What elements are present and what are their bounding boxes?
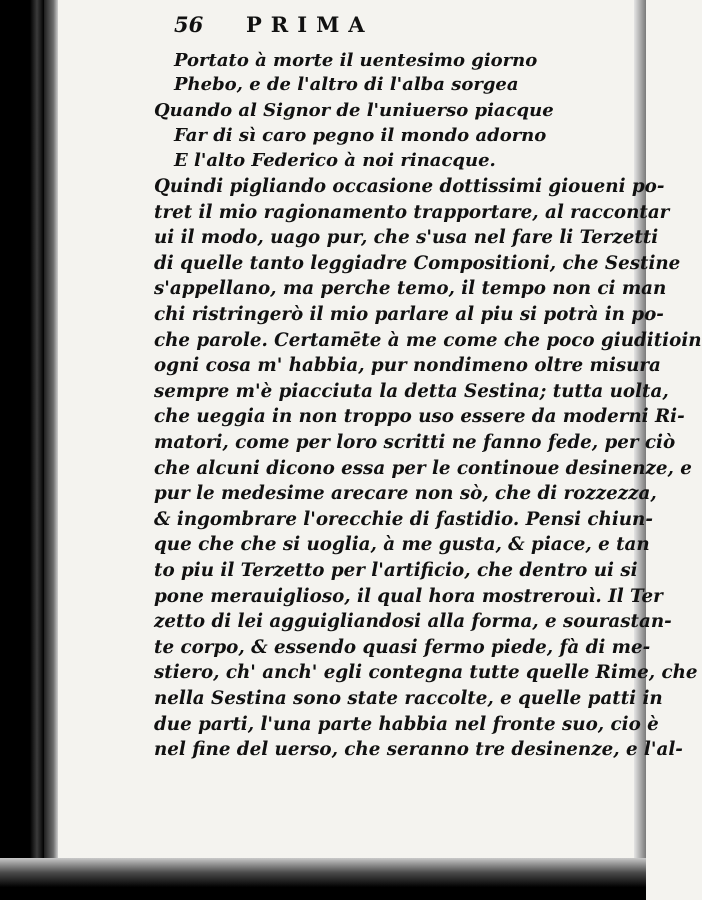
prose-line: ui il modo, uago pur, che s'usa nel fare li Terzetti bbox=[154, 227, 659, 249]
prose-line: s'appellano, ma perche temo, il tempo non ci man bbox=[154, 278, 667, 300]
prose-line: matori, come per loro scritti ne fanno fede, per ciò bbox=[154, 432, 676, 453]
prose-line: sempre m'è piacciuta la detta Sestina; tutta uolta, bbox=[154, 380, 669, 402]
book-gutter bbox=[0, 0, 58, 900]
prose-line: tret il mio ragionamento trapportare, al raccontar bbox=[154, 201, 670, 223]
prose-line: ogni cosa m' habbia, pur nondimeno oltre misura bbox=[154, 355, 661, 377]
prose-line: che ueggia in non troppo uso essere da moderni Ri- bbox=[154, 406, 685, 428]
book-page bbox=[58, 0, 702, 858]
prose-line: che parole. Certamēte à me come che poco giuditioin bbox=[154, 329, 702, 351]
prose-line: pone merauiglioso, il qual hora mostrerouì. Il Ter bbox=[154, 585, 663, 607]
verse-line: E l'alto Federico à noi rinacque. bbox=[174, 150, 496, 171]
prose-line: nel fine del uerso, che seranno tre desinenze, e l'al- bbox=[154, 739, 683, 761]
prose-line: di quelle tanto leggiadre Compositioni, che Sestine bbox=[154, 252, 681, 274]
prose-line: te corpo, & essendo quasi fermo piede, fà di me- bbox=[154, 636, 651, 658]
prose-line: due parti, l'una parte habbia nel fronte suo, cio è bbox=[154, 713, 659, 735]
gutter-shadow bbox=[30, 0, 44, 900]
prose-line: to piu il Terzetto per l'artificio, che dentro ui si bbox=[154, 560, 638, 581]
prose-line: che alcuni dicono essa per le continoue desinenze, e bbox=[154, 457, 692, 479]
page-number: 56 bbox=[174, 12, 204, 37]
page-header bbox=[174, 12, 554, 42]
verse-line: Phebo, e de l'altro di l'alba sorgea bbox=[174, 74, 519, 95]
verse-line: Quando al Signor de l'uniuerso piacque bbox=[154, 100, 554, 121]
verse-line: Far di sì caro pegno il mondo adorno bbox=[174, 125, 547, 146]
prose-line: nella Sestina sono state raccolte, e quelle patti in bbox=[154, 688, 663, 709]
running-head: PRIMA bbox=[246, 12, 374, 37]
prose-line: Quindi pigliando occasione dottissimi gioueni po- bbox=[154, 176, 665, 197]
verse-line: Portato à morte il uentesimo giorno bbox=[174, 50, 538, 71]
prose-line: que che che si uoglia, à me gusta, & piace, e tan bbox=[154, 534, 650, 556]
prose-line: chi ristringerò il mio parlare al piu si potrà in po- bbox=[154, 304, 664, 325]
page-bottom-shadow bbox=[0, 858, 646, 900]
prose-line: & ingombrare l'orecchie di fastidio. Pensi chiun- bbox=[154, 508, 653, 530]
prose-line: zetto di lei agguigliandosi alla forma, e sourastan- bbox=[154, 611, 672, 633]
prose-line: stiero, ch' anch' egli contegna tutte quelle Rime, che bbox=[154, 662, 698, 684]
prose-line: pur le medesime arecare non sò, che di rozzezza, bbox=[154, 483, 657, 505]
